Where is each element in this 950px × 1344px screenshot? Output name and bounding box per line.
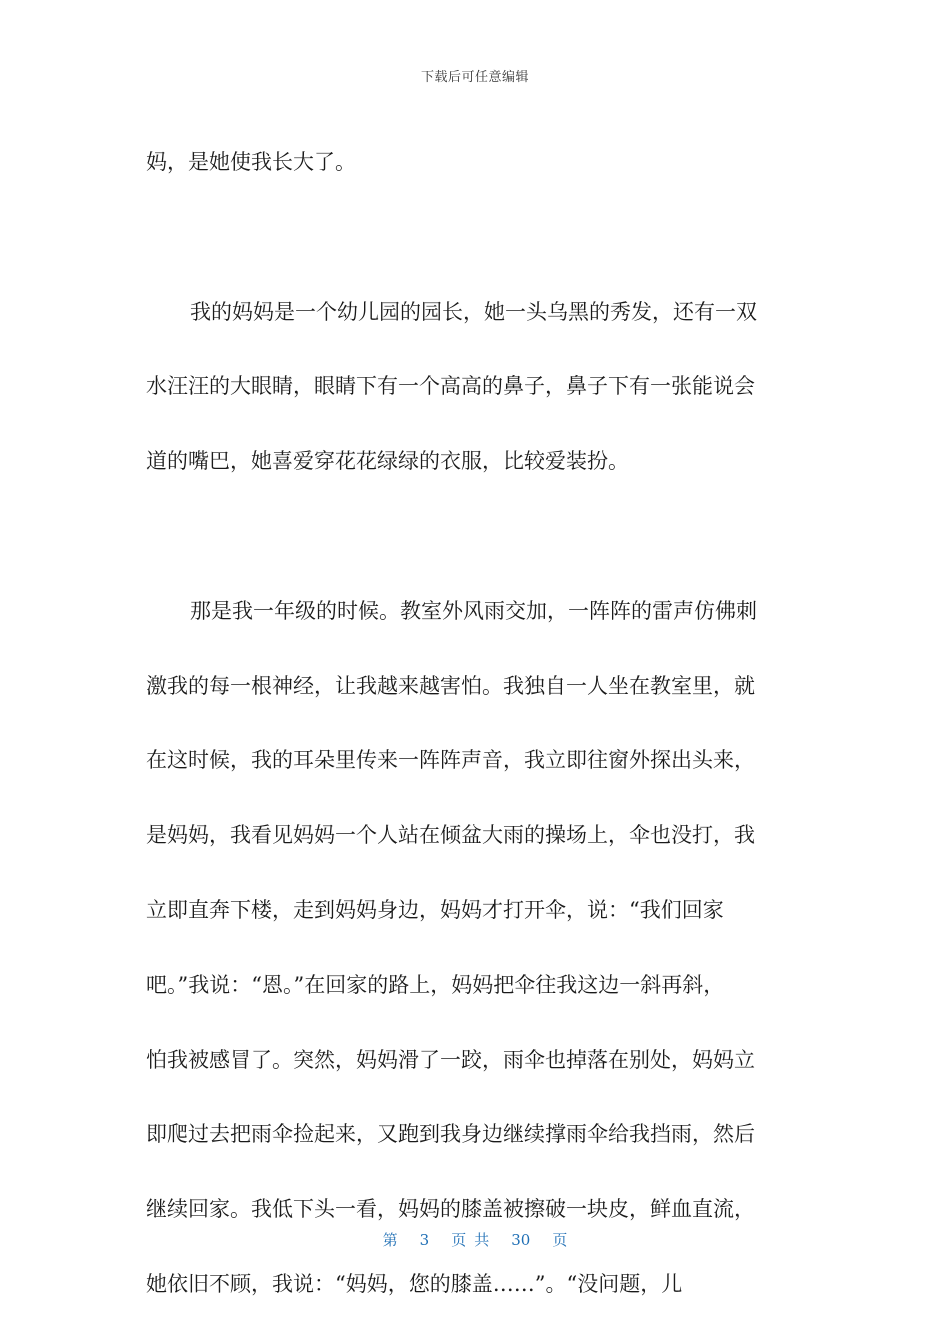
- text-line: [146, 275, 811, 350]
- text-line: 继续回家。我低下头一看，妈妈的膝盖被擦破一块皮，鲜血直流，: [146, 1197, 755, 1222]
- text-line: 是妈妈，我看见妈妈一个人站在倾盆大雨的操场上，伞也没打，我: [146, 823, 755, 848]
- paragraph-start: 那是我一年级的时候。教室外风雨交加，一阵阵的雷声仿佛刺: [190, 598, 757, 623]
- text-line: 在这时候，我的耳朵里传来一阵阵声音，我立即往窗外探出头来，: [146, 748, 755, 773]
- text-line: 怕我被感冒了。突然，妈妈滑了一跤，雨伞也掉落在别处，妈妈立: [146, 1047, 755, 1072]
- text-line: 水汪汪的大眼睛，眼睛下有一个高高的鼻子，鼻子下有一张能说会: [146, 374, 755, 399]
- paragraph-start: 我的妈妈是一个幼儿园的园长，她一头乌黑的秀发，还有一双: [190, 299, 757, 324]
- page-header: 下载后可任意编辑: [420, 70, 529, 85]
- paragraph-gap: [146, 499, 811, 574]
- text-line: 即爬过去把雨伞捡起来，又跑到我身边继续撑雨伞给我挡雨，然后: [146, 1122, 755, 1147]
- text-line: 道的嘴巴，她喜爱穿花花绿绿的衣服，比较爱装扮。: [146, 449, 629, 474]
- total-label: 共: [474, 1231, 490, 1249]
- page-unit: 页: [451, 1231, 467, 1249]
- total-pages: 30: [511, 1231, 531, 1249]
- text-line: 她依旧不顾，我说：“妈妈，您的膝盖……”。“没问题，儿: [146, 1271, 683, 1296]
- body-text: [146, 125, 811, 1322]
- paragraph-gap: [146, 200, 811, 275]
- total-unit: 页: [552, 1231, 568, 1249]
- text-line: 妈，是她使我长大了。: [146, 150, 356, 174]
- text-line: 立即直奔下楼，走到妈妈身边，妈妈才打开伞，说：“我们回家: [146, 897, 724, 922]
- text-line: [146, 574, 811, 649]
- page-label: 第: [382, 1231, 398, 1249]
- text-line: 吧。”我说：“恩。”在回家的路上，妈妈把伞往我这边一斜再斜，: [146, 972, 725, 997]
- page-number: 3: [419, 1231, 430, 1249]
- text-line: 激我的每一根神经，让我越来越害怕。我独自一人坐在教室里，就: [146, 673, 755, 698]
- page-footer: [0, 1229, 950, 1250]
